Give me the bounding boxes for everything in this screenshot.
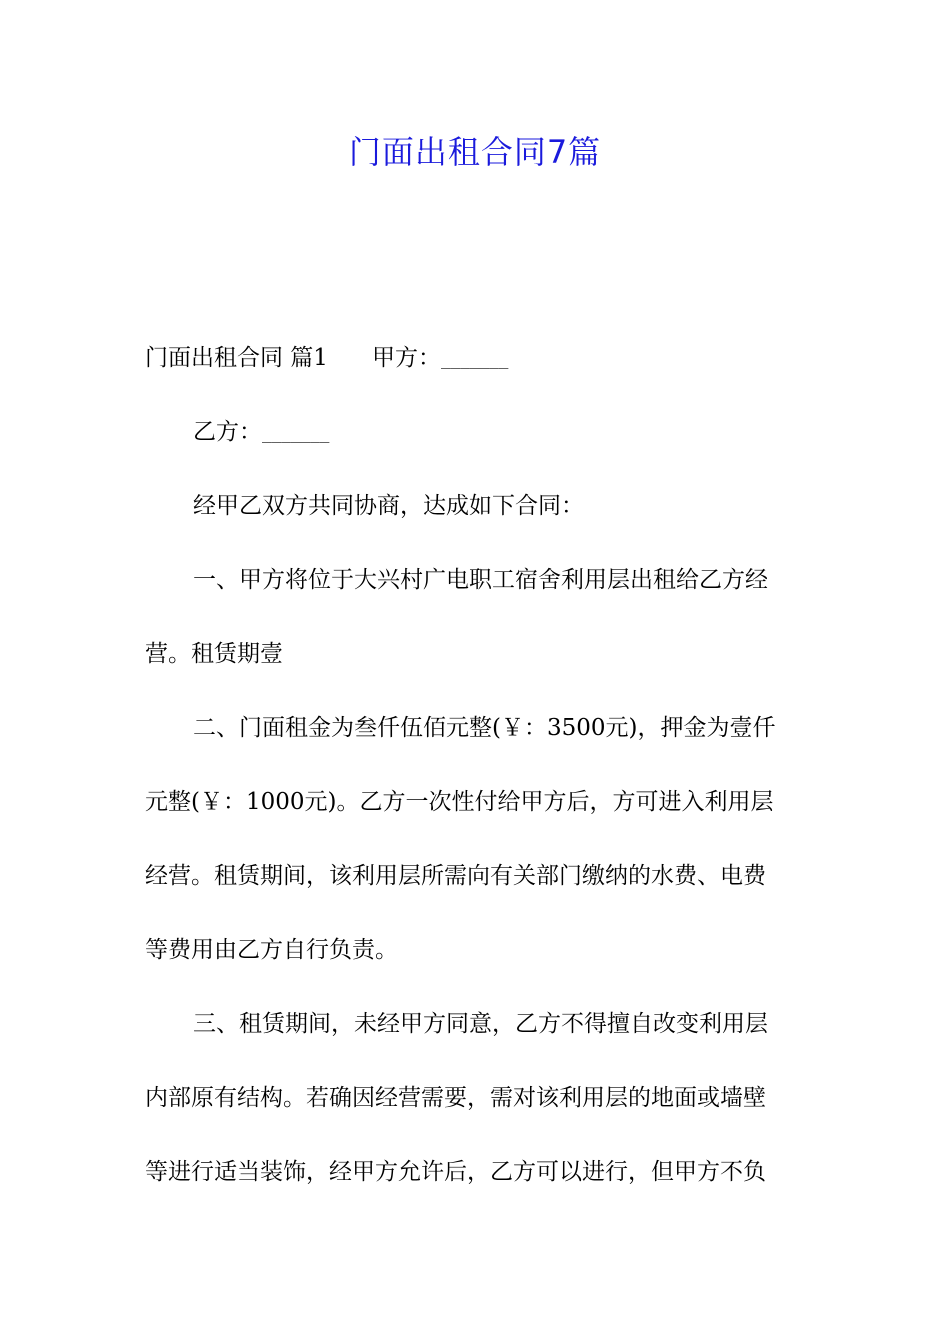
paragraph-line: 经甲乙双方共同协商，达成如下合同： bbox=[193, 493, 584, 519]
contract-body bbox=[145, 340, 807, 1228]
paragraph-line: 内部原有结构。若确因经营需要，需对该利用层的地面或墙壁 bbox=[145, 1085, 766, 1111]
paragraph-line: 等进行适当装饰，经甲方允许后，乙方可以进行，但甲方不负 bbox=[145, 1159, 766, 1185]
paragraph-line: 三、租赁期间，未经甲方同意，乙方不得擅自改变利用层 bbox=[193, 1011, 768, 1037]
party-a-label: 甲方： bbox=[371, 345, 441, 371]
document-title: 门面出租合同7篇 bbox=[348, 133, 602, 171]
party-b-label: 乙方： bbox=[193, 419, 262, 445]
paragraph-line: 等费用由乙方自行负责。 bbox=[145, 937, 398, 963]
paragraph-line: 元整(￥：1000元)。乙方一次性付给甲方后，方可进入利用层 bbox=[145, 789, 774, 815]
paragraph-line bbox=[145, 340, 807, 377]
contract-heading: 门面出租合同 篇1 bbox=[145, 345, 328, 371]
paragraph-line: 一、甲方将位于大兴村广电职工宿舍利用层出租给乙方经 bbox=[193, 567, 768, 593]
paragraph-line: 营。租赁期壹 bbox=[145, 641, 283, 667]
paragraph-line bbox=[145, 414, 807, 451]
party-a-blank: _______ bbox=[440, 350, 509, 369]
party-b-blank: _______ bbox=[262, 424, 330, 443]
paragraph-line: 经营。租赁期间，该利用层所需向有关部门缴纳的水费、电费 bbox=[145, 863, 766, 889]
paragraph-line: 二、门面租金为叁仟伍佰元整(￥：3500元)，押金为壹仟 bbox=[193, 715, 776, 741]
